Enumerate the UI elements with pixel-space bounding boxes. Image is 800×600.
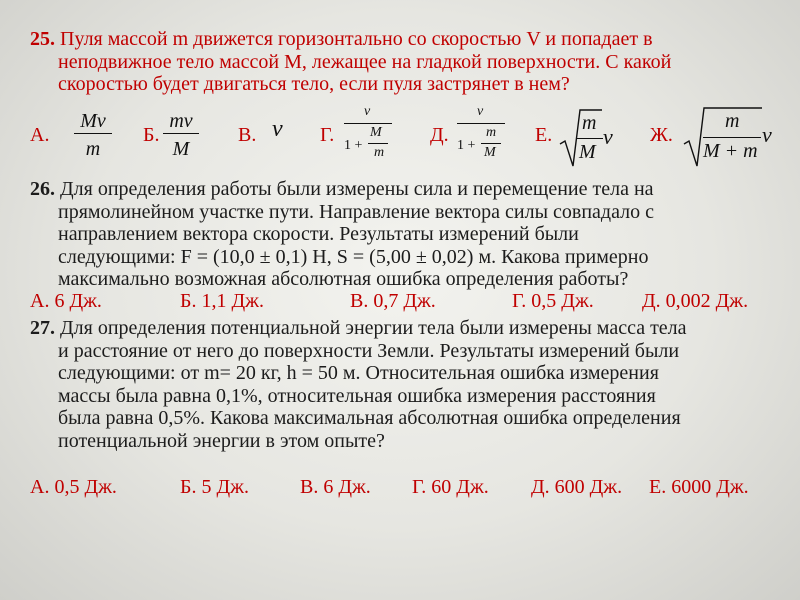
- q26-text-line3: направлением вектора скорости. Результаты измерений были: [58, 223, 579, 245]
- formula-b-numerator: mv: [169, 110, 193, 132]
- formula-a-denominator: m: [85, 138, 101, 160]
- q25-text-line1: Пуля массой m движется горизонтально со скоростью V и попадает в: [60, 28, 653, 50]
- q26-line1: [30, 178, 775, 201]
- question-25: [30, 28, 775, 96]
- formula-d: [455, 104, 507, 168]
- q25-option-c-label: В.: [238, 124, 257, 146]
- q27-text-line5: была равна 0,5%. Какова максимальная абсолютная ошибка определения: [58, 407, 681, 429]
- q27-answer-d: Д. 600 Дж.: [531, 476, 623, 498]
- fraction-bar: [344, 123, 392, 124]
- q25-option-g-label: Г.: [320, 124, 335, 146]
- q26-text-line1: Для определения работы были измерены сила и перемещение тела на: [60, 178, 654, 200]
- q25-option-d-label: Д.: [430, 124, 449, 146]
- fraction-bar: [368, 143, 388, 144]
- formula-d-denominator: M: [484, 145, 496, 160]
- q27-text-line3: следующими: от m= 20 кг, h = 50 м. Относительная ошибка измерения: [58, 362, 659, 384]
- q26-text-line2: прямолинейном участке пути. Направление вектора силы совпадало с: [58, 200, 654, 223]
- q27-answer-a: А. 0,5 Дж.: [30, 476, 117, 498]
- formula-e-numerator: m: [582, 112, 597, 134]
- question-26: [30, 178, 775, 291]
- formula-b-denominator: M: [172, 138, 190, 160]
- formula-a: [74, 109, 112, 161]
- q27-line1: [30, 317, 775, 340]
- q27-text-line4: массы была равна 0,1%, относительная ошибка измерения расстояния: [58, 384, 656, 407]
- formula-e-v: v: [603, 124, 613, 149]
- q26-answer-d: Д. 0,002 Дж.: [642, 290, 749, 312]
- q26-answer-g: Г. 0,5 Дж.: [512, 290, 594, 312]
- formula-zh-numerator: m: [725, 110, 740, 132]
- q25-number: 25.: [30, 28, 55, 50]
- q25-option-b-label: Б.: [143, 124, 160, 146]
- formula-d-top: v: [477, 104, 484, 119]
- q26-answer-c: В. 0,7 Дж.: [350, 290, 436, 312]
- q26-answer-b: Б. 1,1 Дж.: [180, 290, 264, 312]
- q25-option-a-label: А.: [30, 124, 50, 146]
- q26-text-line4: следующими: F = (10,0 ± 0,1) Н, S = (5,00 ± 0,02) м. Какова примерно: [58, 245, 649, 268]
- q26-number: 26.: [30, 178, 55, 200]
- formula-b: [163, 109, 199, 161]
- q25-text-line2: неподвижное тело массой M, лежащее на гладкой поверхности. С какой: [58, 50, 672, 73]
- fraction-bar: [481, 143, 501, 144]
- formula-d-one: 1 +: [457, 138, 476, 153]
- q25-line1: [30, 28, 775, 51]
- formula-zh: [703, 110, 763, 166]
- q25-text-line3: скоростью будет двигаться тело, если пуля застрянет в нем?: [58, 73, 570, 95]
- formula-zh-denominator: M + m: [703, 140, 758, 162]
- q27-answer-e: Е. 6000 Дж.: [649, 476, 749, 498]
- q27-answer-c: В. 6 Дж.: [300, 476, 371, 498]
- formula-g-numerator: M: [370, 125, 382, 140]
- q27-answer-g: Г. 60 Дж.: [412, 476, 489, 498]
- formula-c: v: [272, 116, 283, 142]
- formula-e: [577, 112, 605, 168]
- formula-g-one: 1 +: [344, 138, 363, 153]
- formula-a-numerator: Mv: [80, 110, 106, 132]
- q27-text-line2: и расстояние от него до поверхности Земли. Результаты измерений были: [58, 339, 680, 362]
- fraction-bar: [163, 133, 199, 134]
- q27-answer-b: Б. 5 Дж.: [180, 476, 249, 498]
- fraction-bar: [703, 137, 761, 138]
- formula-g-denominator: m: [374, 145, 385, 160]
- q27-text-line6: потенциальной энергии в этом опыте?: [58, 429, 385, 452]
- formula-g: [342, 104, 394, 168]
- q25-option-zh-label: Ж.: [650, 124, 673, 146]
- question-27: [30, 317, 775, 452]
- q27-text-line1: Для определения потенциальной энергии тела были измерены масса тела: [60, 317, 687, 339]
- fraction-bar: [457, 123, 505, 124]
- q26-text-line5: максимально возможная абсолютная ошибка определения работы?: [58, 268, 629, 290]
- formula-d-numerator: m: [486, 125, 497, 140]
- fraction-bar: [577, 138, 603, 139]
- formula-zh-v: v: [762, 122, 772, 147]
- q25-option-e-label: Е.: [535, 124, 553, 146]
- fraction-bar: [74, 133, 112, 134]
- q27-number: 27.: [30, 317, 55, 339]
- formula-g-top: v: [364, 104, 371, 119]
- q26-answer-a: А. 6 Дж.: [30, 290, 102, 312]
- formula-e-denominator: M: [579, 141, 596, 163]
